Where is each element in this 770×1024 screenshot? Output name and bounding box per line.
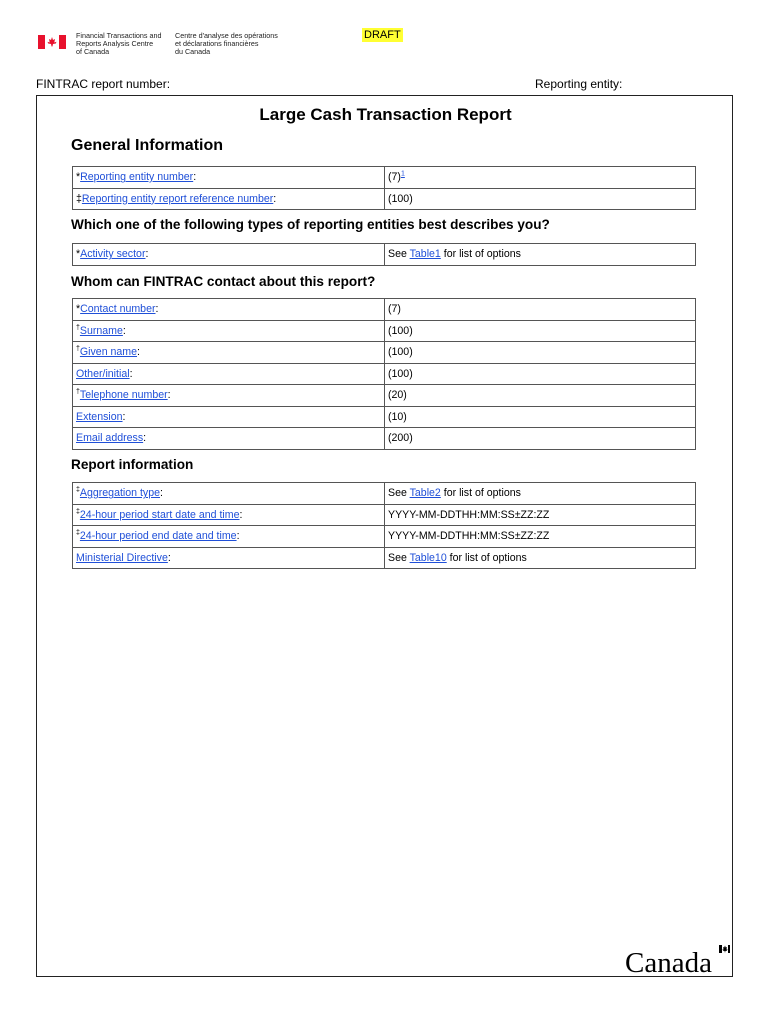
field-link-reporting-entity-number[interactable]: Reporting entity number xyxy=(80,171,194,184)
table-row: †Surname: (100) xyxy=(73,320,696,342)
table10-link[interactable]: Table10 xyxy=(409,551,447,564)
table-row: †Telephone number: (20) xyxy=(73,385,696,407)
reporting-entity-label: Reporting entity: xyxy=(535,77,623,91)
field-link-report-reference-number[interactable]: Reporting entity report reference number xyxy=(81,192,274,205)
table-row: ‡24-hour period start date and time: YYYY-MM-DDTHH:MM:SS±ZZ:ZZ xyxy=(73,504,696,526)
table-row: Ministerial Directive: See Table10 for list of options xyxy=(73,547,696,569)
table-row: *Reporting entity number: $(7)^1$ xyxy=(73,167,696,189)
report-info-table xyxy=(72,482,696,569)
field-link-surname[interactable]: Surname xyxy=(79,324,123,337)
field-link-period-start[interactable]: 24-hour period start date and time xyxy=(79,508,240,521)
field-link-ministerial-directive[interactable]: Ministerial Directive xyxy=(76,551,168,564)
table-row: Extension: (10) xyxy=(73,406,696,428)
canada-wordmark-text: Canada xyxy=(625,947,712,976)
report-frame xyxy=(36,95,733,977)
section-heading-contact: Whom can FINTRAC contact about this report? xyxy=(71,274,376,289)
table2-link[interactable]: Table2 xyxy=(409,487,441,500)
field-link-telephone-number[interactable]: Telephone number xyxy=(79,389,168,402)
table-row: *Activity sector: See Table1 for list of options xyxy=(73,244,696,266)
field-link-email-address[interactable]: Email address xyxy=(76,432,144,445)
table1-link[interactable]: Table1 xyxy=(409,248,441,261)
report-number-label: FINTRAC report number: xyxy=(36,77,171,91)
contact-table xyxy=(72,298,696,450)
table-row: *Contact number: (7) xyxy=(73,299,696,321)
table-row: Email address: (200) xyxy=(73,428,696,450)
field-link-period-end[interactable]: 24-hour period end date and time xyxy=(79,530,237,543)
table-row: ‡Reporting entity report reference number: (100) xyxy=(73,188,696,210)
section-heading-entity-type: Which one of the following types of reporting entities best describes you? xyxy=(71,217,550,232)
field-link-given-name[interactable]: Given name xyxy=(79,346,138,359)
table-row: †Given name: (100) xyxy=(73,342,696,364)
page-title: Large Cash Transaction Report xyxy=(259,105,512,124)
table-row: Other/initial: (100) xyxy=(73,363,696,385)
canada-flag-icon xyxy=(38,35,66,49)
section-heading-general: General Information xyxy=(71,137,224,154)
org-name-english: Financial Transactions and Reports Analysis Centre of Canada xyxy=(76,31,162,57)
field-link-activity-sector[interactable]: Activity sector xyxy=(80,248,146,261)
section-heading-report-info: Report information xyxy=(71,457,194,472)
footnote-link[interactable]: 1 xyxy=(400,170,405,178)
canada-wordmark xyxy=(625,944,730,976)
table-row: ‡Aggregation type: See Table2 for list of options xyxy=(73,483,696,505)
entity-type-table xyxy=(72,243,696,266)
field-link-other-initial[interactable]: Other/initial xyxy=(76,367,130,380)
general-info-table xyxy=(72,166,696,210)
draft-badge: DRAFT xyxy=(364,29,401,41)
field-link-extension[interactable]: Extension xyxy=(76,410,123,423)
field-link-aggregation-type[interactable]: Aggregation type xyxy=(79,487,161,500)
table-row: ‡24-hour period end date and time: YYYY-MM-DDTHH:MM:SS±ZZ:ZZ xyxy=(73,526,696,548)
wordmark-flag-icon xyxy=(719,945,730,953)
field-link-contact-number[interactable]: Contact number xyxy=(80,303,156,316)
org-name-french: Centre d'analyse des opérations et déclarations financières du Canada xyxy=(175,31,278,57)
